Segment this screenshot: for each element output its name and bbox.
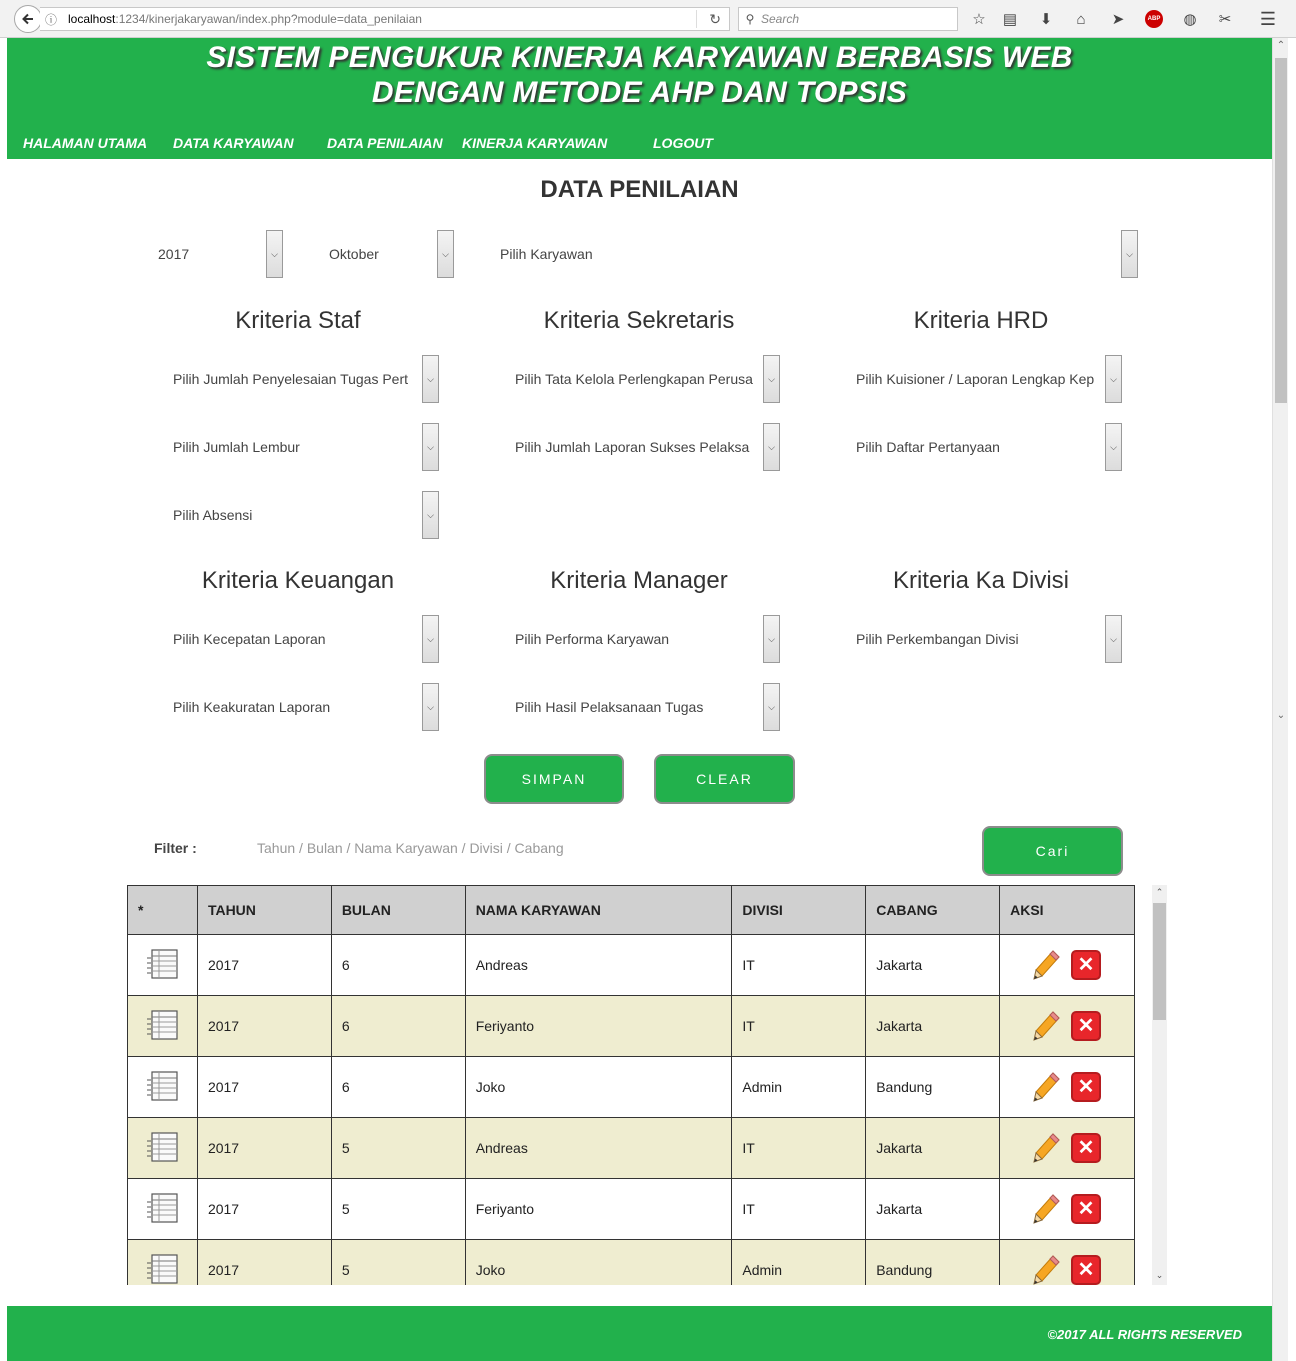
chevron-down-icon: ⌵: [437, 230, 454, 278]
chevron-down-icon: ⌵: [422, 355, 439, 403]
divisi-cell: Admin: [732, 1057, 866, 1118]
kadivisi-perkembangan-select[interactable]: [856, 615, 1122, 663]
download-icon[interactable]: ⬇: [1039, 11, 1053, 28]
divisi-cell: IT: [732, 996, 866, 1057]
nav-data-karyawan[interactable]: DATA KARYAWAN: [173, 135, 294, 151]
delete-icon[interactable]: ✕: [1071, 1255, 1101, 1285]
cabang-cell: Bandung: [866, 1240, 1000, 1286]
col-header-nama[interactable]: NAMA KARYAWAN: [465, 886, 732, 935]
select-value: Pilih Absensi: [173, 507, 253, 523]
clear-button[interactable]: CLEAR: [654, 754, 795, 804]
url-host: localhost: [68, 12, 116, 26]
search-icon: ⚲: [745, 12, 755, 26]
browser-search-input[interactable]: [738, 7, 958, 31]
chevron-down-icon: ⌵: [422, 491, 439, 539]
select-value: Pilih Kecepatan Laporan: [173, 631, 326, 647]
chevron-down-icon: ⌵: [1121, 230, 1138, 278]
month-value: Oktober: [329, 246, 379, 262]
table-row: [128, 1118, 1135, 1179]
nav-kinerja-karyawan[interactable]: KINERJA KARYAWAN: [462, 135, 608, 151]
divisi-cell: IT: [732, 1179, 866, 1240]
cabang-cell: Jakarta: [866, 1118, 1000, 1179]
nav-data-penilaian[interactable]: DATA PENILAIAN: [327, 135, 443, 151]
select-value: Pilih Jumlah Penyelesaian Tugas Pert: [173, 371, 409, 387]
copyright-text: ©2017 ALL RIGHTS RESERVED: [1047, 1327, 1242, 1342]
edit-pencil-icon[interactable]: [1033, 1071, 1061, 1103]
tahun-cell: 2017: [197, 1057, 331, 1118]
site-header: [7, 38, 1272, 159]
tahun-cell: 2017: [197, 1179, 331, 1240]
chevron-down-icon: ⌵: [763, 423, 780, 471]
cari-button[interactable]: Cari: [982, 826, 1123, 876]
table-row: [128, 935, 1135, 996]
star-icon[interactable]: ☆: [972, 11, 986, 28]
chevron-down-icon: ⌵: [1105, 355, 1122, 403]
edit-pencil-icon[interactable]: [1033, 949, 1061, 981]
select-value: Pilih Jumlah Laporan Sukses Pelaksa: [515, 439, 750, 455]
tahun-cell: 2017: [197, 935, 331, 996]
select-value: Pilih Jumlah Lembur: [173, 439, 300, 455]
filter-input[interactable]: Tahun / Bulan / Nama Karyawan / Divisi / Cabang: [257, 840, 564, 856]
menu-icon[interactable]: ☰: [1259, 8, 1277, 29]
table-scroll-down[interactable]: ⌄: [1155, 1270, 1164, 1280]
bulan-cell: 5: [331, 1179, 465, 1240]
table-row: [128, 1179, 1135, 1240]
chevron-down-icon: ⌵: [1105, 615, 1122, 663]
penilaian-table-container: [127, 885, 1167, 1285]
col-header-cabang[interactable]: CABANG: [866, 886, 1000, 935]
aksi-cell: [1000, 1118, 1135, 1179]
manager-performa-select[interactable]: [515, 615, 780, 663]
select-value: Pilih Hasil Pelaksanaan Tugas: [515, 699, 704, 715]
detail-icon[interactable]: [146, 1132, 178, 1162]
nama-cell: Feriyanto: [465, 1179, 732, 1240]
bulan-cell: 6: [331, 935, 465, 996]
cabang-cell: Bandung: [866, 1057, 1000, 1118]
nama-cell: Andreas: [465, 1118, 732, 1179]
scroll-up-arrow[interactable]: ⌃: [1276, 40, 1286, 51]
select-value: Pilih Performa Karyawan: [515, 631, 670, 647]
url-path: :1234/kinerjakaryawan/index.php?module=data_penilaian: [115, 12, 422, 26]
edit-pencil-icon[interactable]: [1033, 1254, 1061, 1285]
select-value: Pilih Keakuratan Laporan: [173, 699, 331, 715]
edit-pencil-icon[interactable]: [1033, 1010, 1061, 1042]
staf-lembur-select[interactable]: [173, 423, 439, 471]
kriteria-sekretaris-heading: Kriteria Sekretaris: [543, 307, 735, 334]
col-header-bulan[interactable]: BULAN: [331, 886, 465, 935]
scroll-down-arrow[interactable]: ⌄: [1276, 710, 1286, 721]
adblock-icon[interactable]: ABP: [1144, 9, 1164, 29]
bulan-cell: 6: [331, 996, 465, 1057]
table-scroll-up[interactable]: ⌃: [1155, 887, 1164, 897]
keuangan-kecepatan-select[interactable]: [173, 615, 439, 663]
nav-halaman-utama[interactable]: HALAMAN UTAMA: [23, 135, 148, 151]
detail-cell: [128, 996, 198, 1057]
page-scrollbar[interactable]: [1272, 38, 1288, 1361]
site-title-line1: SISTEM PENGUKUR KINERJA KARYAWAN BERBASIS WEB: [206, 41, 1073, 74]
detail-cell: [128, 935, 198, 996]
col-header-divisi[interactable]: DIVISI: [732, 886, 866, 935]
nama-cell: Andreas: [465, 935, 732, 996]
reload-icon[interactable]: ↻: [709, 11, 721, 27]
scissors-icon[interactable]: ✂: [1218, 11, 1232, 28]
detail-icon[interactable]: [146, 949, 178, 979]
site-title: [7, 40, 1272, 110]
address-bar[interactable]: [40, 7, 730, 31]
sekretaris-laporan-select[interactable]: [515, 423, 780, 471]
divisi-cell: IT: [732, 935, 866, 996]
detail-cell: [128, 1118, 198, 1179]
globe-icon[interactable]: ◍: [1183, 11, 1197, 28]
hrd-pertanyaan-select[interactable]: [856, 423, 1122, 471]
table-header-row: [128, 886, 1135, 935]
url-separator: [696, 10, 697, 28]
filter-label: Filter :: [154, 840, 197, 856]
table-row: [128, 1057, 1135, 1118]
table-scrollbar[interactable]: [1152, 885, 1167, 1285]
kriteria-manager-heading: Kriteria Manager: [550, 567, 728, 594]
penilaian-table: [127, 885, 1135, 1285]
chevron-down-icon: ⌵: [763, 355, 780, 403]
delete-icon[interactable]: ✕: [1071, 1011, 1101, 1041]
simpan-button[interactable]: SIMPAN: [484, 754, 624, 804]
year-value: 2017: [158, 246, 190, 262]
bulan-cell: 5: [331, 1118, 465, 1179]
select-value: Pilih Tata Kelola Perlengkapan Perusa: [515, 371, 753, 387]
reader-icon[interactable]: ▤: [1002, 11, 1018, 28]
page-title: DATA PENILAIAN: [540, 176, 739, 203]
delete-icon[interactable]: ✕: [1071, 1194, 1101, 1224]
select-value: Pilih Perkembangan Divisi: [856, 631, 1019, 647]
table-row: [128, 1240, 1135, 1286]
divisi-cell: Admin: [732, 1240, 866, 1286]
browser-toolbar: [0, 0, 1296, 38]
aksi-cell: [1000, 1240, 1135, 1286]
aksi-cell: [1000, 996, 1135, 1057]
info-icon[interactable]: ⓘ: [44, 12, 57, 27]
col-header-star: *: [128, 886, 198, 935]
kriteria-kadivisi-heading: Kriteria Ka Divisi: [892, 567, 1070, 594]
page-scroll-thumb[interactable]: [1275, 58, 1287, 403]
detail-icon[interactable]: [146, 1193, 178, 1223]
kriteria-staf-heading: Kriteria Staf: [235, 307, 361, 334]
delete-icon[interactable]: ✕: [1071, 950, 1101, 980]
edit-pencil-icon[interactable]: [1033, 1193, 1061, 1225]
detail-cell: [128, 1179, 198, 1240]
bulan-cell: 6: [331, 1057, 465, 1118]
back-icon: [21, 12, 35, 26]
chevron-down-icon: ⌵: [763, 615, 780, 663]
chevron-down-icon: ⌵: [1105, 423, 1122, 471]
chevron-down-icon: ⌵: [422, 615, 439, 663]
window-edge: [1288, 38, 1296, 1361]
delete-icon[interactable]: ✕: [1071, 1072, 1101, 1102]
cabang-cell: Jakarta: [866, 996, 1000, 1057]
kriteria-keuangan-heading: Kriteria Keuangan: [201, 567, 395, 594]
aksi-cell: [1000, 1057, 1135, 1118]
nama-cell: Joko: [465, 1057, 732, 1118]
nama-cell: Feriyanto: [465, 996, 732, 1057]
staf-tugas-select[interactable]: [173, 355, 439, 403]
chevron-down-icon: ⌵: [422, 683, 439, 731]
detail-icon[interactable]: [146, 1071, 178, 1101]
select-value: Pilih Kuisioner / Laporan Lengkap Kep: [856, 371, 1094, 387]
employee-select[interactable]: [500, 230, 1138, 278]
back-button[interactable]: [14, 5, 42, 33]
detail-icon[interactable]: [146, 1254, 178, 1284]
manager-hasil-select[interactable]: [515, 683, 780, 731]
tahun-cell: 2017: [197, 996, 331, 1057]
edit-pencil-icon[interactable]: [1033, 1132, 1061, 1164]
divisi-cell: IT: [732, 1118, 866, 1179]
nama-cell: Joko: [465, 1240, 732, 1286]
detail-cell: [128, 1057, 198, 1118]
chevron-down-icon: ⌵: [422, 423, 439, 471]
table-scroll-thumb[interactable]: [1153, 903, 1166, 1020]
keuangan-keakuratan-select[interactable]: [173, 683, 439, 731]
hrd-kuisioner-select[interactable]: [856, 355, 1122, 403]
staf-absensi-select[interactable]: [173, 491, 439, 539]
aksi-cell: [1000, 1179, 1135, 1240]
tahun-cell: 2017: [197, 1118, 331, 1179]
detail-cell: [128, 1240, 198, 1286]
year-select[interactable]: [158, 230, 283, 278]
employee-value: Pilih Karyawan: [500, 246, 593, 262]
chevron-down-icon: ⌵: [763, 683, 780, 731]
kriteria-hrd-heading: Kriteria HRD: [913, 307, 1049, 334]
delete-icon[interactable]: ✕: [1071, 1133, 1101, 1163]
col-header-tahun[interactable]: TAHUN: [197, 886, 331, 935]
col-header-aksi: AKSI: [1000, 886, 1135, 935]
aksi-cell: [1000, 935, 1135, 996]
bulan-cell: 5: [331, 1240, 465, 1286]
cabang-cell: Jakarta: [866, 1179, 1000, 1240]
send-icon[interactable]: ➤: [1111, 11, 1125, 28]
select-value: Pilih Daftar Pertanyaan: [856, 439, 1000, 455]
cabang-cell: Jakarta: [866, 935, 1000, 996]
site-footer: [7, 1306, 1272, 1361]
home-icon[interactable]: ⌂: [1076, 10, 1086, 28]
search-placeholder: Search: [761, 12, 800, 26]
month-select[interactable]: [329, 230, 454, 278]
sekretaris-perlengkapan-select[interactable]: [515, 355, 780, 403]
nav-logout[interactable]: LOGOUT: [653, 135, 713, 151]
detail-icon[interactable]: [146, 1010, 178, 1040]
table-row: [128, 996, 1135, 1057]
chevron-down-icon: ⌵: [266, 230, 283, 278]
site-title-line2: DENGAN METODE AHP DAN TOPSIS: [371, 76, 908, 109]
tahun-cell: 2017: [197, 1240, 331, 1286]
